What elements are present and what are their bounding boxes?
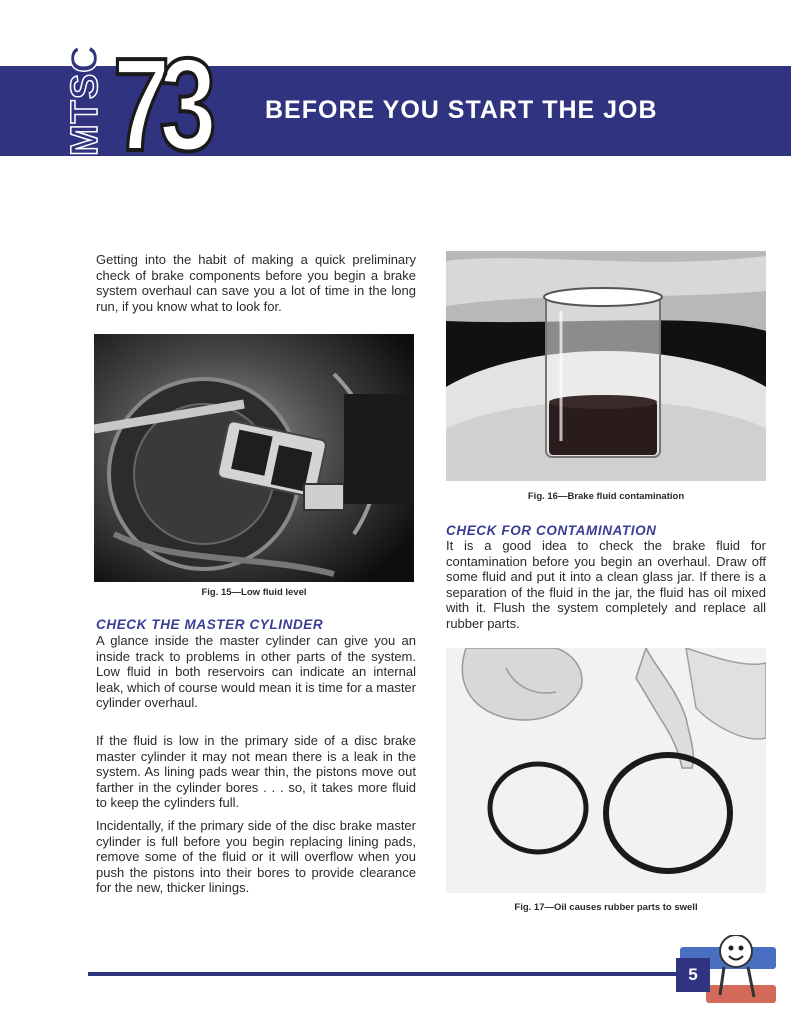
logo-prefix: MTSC xyxy=(64,44,106,156)
fig17-caption: Fig. 17—Oil causes rubber parts to swell xyxy=(514,902,698,913)
contamination-heading: CHECK FOR CONTAMINATION xyxy=(446,523,657,538)
contamination-paragraph: It is a good idea to check the brake fluid for contamination before you begin an overhaul. Draw off some fluid and put it into a clean glass jar. If there is a separation of the fluid in the jar, the fluid has oil mixed with it. Flush the system completely and replace all rubber parts. xyxy=(446,538,766,631)
intro-paragraph: Getting into the habit of making a quick preliminary check of brake components before you begin a brake system overhaul can save you a lot of time in the long run, if you know what to look for. xyxy=(96,252,416,314)
master-cylinder-heading: CHECK THE MASTER CYLINDER xyxy=(96,617,324,632)
master-cylinder-paragraph-1: A glance inside the master cylinder can give you an inside track to problems in other parts of the system. Low fluid in both reservoirs can indicate an internal leak, which of course would mean it is time for a master cylinder overhaul. xyxy=(96,633,416,710)
page-number: 5 xyxy=(676,958,710,992)
fig17-photo xyxy=(446,648,766,893)
fig16-caption: Fig. 16—Brake fluid contamination xyxy=(527,491,685,502)
fig15-caption: Fig. 15—Low fluid level xyxy=(201,587,307,598)
fig16-photo xyxy=(446,251,766,481)
master-cylinder-paragraph-3: Incidentally, if the primary side of the disc brake master cylinder is full before you begin replacing lining pads, remove some of the fluid or it will overflow when you push the pistons into their bores to provide clearance for the new, thicker linings. xyxy=(96,818,416,895)
logo-number: 73 xyxy=(113,31,206,178)
footer-rule xyxy=(88,972,682,976)
master-cylinder-paragraph-2: If the fluid is low in the primary side of a disc brake master cylinder it may not mean there is a leak in the system. As lining pads wear thin, the pistons move out farther in the cylinder bores . . . so, it takes more fluid to keep the cylinders full. xyxy=(96,733,416,810)
fig15-photo xyxy=(94,334,414,582)
page-title: BEFORE YOU START THE JOB xyxy=(265,96,658,124)
